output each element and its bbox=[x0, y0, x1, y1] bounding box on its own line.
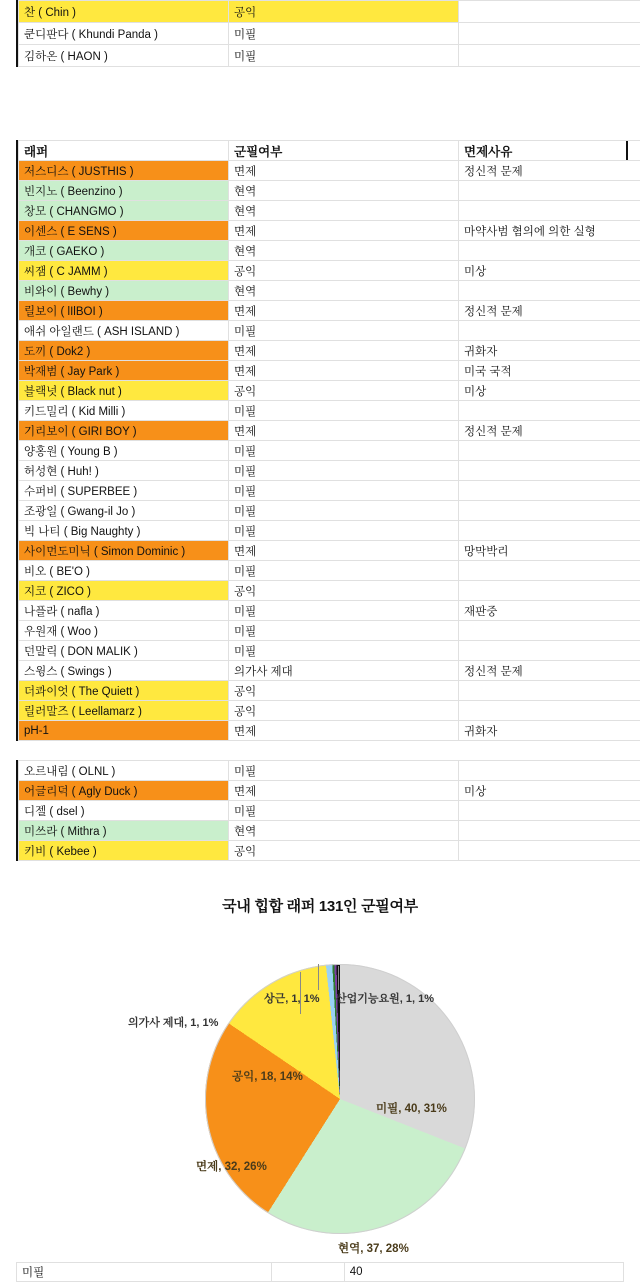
table-row bbox=[19, 421, 640, 441]
cell-rapper-name: 오르내림 ( OLNL ) bbox=[19, 761, 229, 781]
cell-rapper-name: 창모 ( CHANGMO ) bbox=[19, 201, 229, 221]
cell-rapper-name: 어글리덕 ( Agly Duck ) bbox=[19, 781, 229, 801]
cell-service-status: 현역 bbox=[229, 821, 459, 841]
cell-service-status: 공익 bbox=[229, 841, 459, 861]
cell-service-status: 공익 bbox=[229, 381, 459, 401]
cell-exemption-reason bbox=[459, 701, 640, 721]
cell-service-status: 미필 bbox=[229, 321, 459, 341]
table-header-row bbox=[19, 141, 640, 161]
cell-service-status: 미필 bbox=[229, 23, 459, 45]
cell-service-status: 면제 bbox=[229, 541, 459, 561]
cell-rapper-name: 더콰이엇 ( The Quiett ) bbox=[19, 681, 229, 701]
cell-exemption-reason bbox=[459, 281, 640, 301]
cell-exemption-reason: 정신적 문제 bbox=[459, 161, 640, 181]
cell-exemption-reason: 귀화자 bbox=[459, 721, 640, 741]
cell-service-status: 공익 bbox=[229, 1, 459, 23]
table-row bbox=[19, 321, 640, 341]
table-row bbox=[19, 521, 640, 541]
table-row bbox=[19, 541, 640, 561]
table-row bbox=[19, 401, 640, 421]
cell-rapper-name: 비오 ( BE'O ) bbox=[19, 561, 229, 581]
cell-service-status: 면제 bbox=[229, 421, 459, 441]
cell-service-status: 미필 bbox=[229, 641, 459, 661]
cell-rapper-name: 릴보이 ( lIlBOI ) bbox=[19, 301, 229, 321]
footer-table bbox=[16, 1262, 624, 1280]
cell-service-status: 공익 bbox=[229, 681, 459, 701]
cell-rapper-name: 키드밀리 ( Kid Milli ) bbox=[19, 401, 229, 421]
column-header-exemption-reason: 면제사유 bbox=[459, 141, 640, 161]
cell-service-status: 미필 bbox=[229, 521, 459, 541]
table-row bbox=[19, 261, 640, 281]
table-row bbox=[19, 161, 640, 181]
rapper-table-top bbox=[18, 0, 640, 67]
cell-exemption-reason bbox=[459, 201, 640, 221]
cell-service-status: 현역 bbox=[229, 281, 459, 301]
cell-rapper-name: pH-1 bbox=[19, 721, 229, 741]
table-row bbox=[19, 721, 640, 741]
table-row bbox=[19, 481, 640, 501]
cell-rapper-name: 애쉬 아일랜드 ( ASH ISLAND ) bbox=[19, 321, 229, 341]
table-row bbox=[19, 181, 640, 201]
table-row bbox=[19, 241, 640, 261]
cell-exemption-reason bbox=[459, 801, 640, 821]
pie-label-uigasa: 의가사 제대, 1, 1% bbox=[128, 1014, 218, 1030]
table-row bbox=[19, 301, 640, 321]
footer-value: 40 bbox=[344, 1263, 623, 1282]
cell-service-status: 공익 bbox=[229, 581, 459, 601]
cell-exemption-reason: 정신적 문제 bbox=[459, 661, 640, 681]
cell-service-status: 면제 bbox=[229, 781, 459, 801]
pie-chart-section bbox=[0, 895, 640, 1265]
cell-rapper-name: 빈지노 ( Beenzino ) bbox=[19, 181, 229, 201]
table-row bbox=[19, 801, 640, 821]
cell-rapper-name: 도끼 ( Dok2 ) bbox=[19, 341, 229, 361]
table-row bbox=[19, 561, 640, 581]
table-row bbox=[19, 441, 640, 461]
table-row bbox=[19, 23, 640, 45]
table-row bbox=[19, 641, 640, 661]
table-row bbox=[19, 661, 640, 681]
leader-line-industry bbox=[338, 966, 339, 990]
cell-exemption-reason: 망막박리 bbox=[459, 541, 640, 561]
pie-label-mipil: 미필, 40, 31% bbox=[376, 1100, 447, 1116]
cell-service-status: 미필 bbox=[229, 801, 459, 821]
cell-service-status: 미필 bbox=[229, 761, 459, 781]
cell-exemption-reason bbox=[459, 841, 640, 861]
cell-exemption-reason bbox=[459, 401, 640, 421]
table-row bbox=[19, 501, 640, 521]
cell-rapper-name: 키비 ( Kebee ) bbox=[19, 841, 229, 861]
cell-rapper-name: 찬 ( Chin ) bbox=[19, 1, 229, 23]
table-row bbox=[19, 781, 640, 801]
table-row bbox=[19, 761, 640, 781]
cell-rapper-name: 개코 ( GAEKO ) bbox=[19, 241, 229, 261]
table-row bbox=[19, 601, 640, 621]
table-row bbox=[19, 461, 640, 481]
cell-exemption-reason: 미국 국적 bbox=[459, 361, 640, 381]
cell-service-status: 미필 bbox=[229, 621, 459, 641]
cell-rapper-name: 빅 나티 ( Big Naughty ) bbox=[19, 521, 229, 541]
cell-rapper-name: 박재범 ( Jay Park ) bbox=[19, 361, 229, 381]
cell-exemption-reason bbox=[459, 45, 640, 67]
cell-rapper-name: 지코 ( ZICO ) bbox=[19, 581, 229, 601]
cell-service-status: 현역 bbox=[229, 201, 459, 221]
cell-rapper-name: 사이먼도미닉 ( Simon Dominic ) bbox=[19, 541, 229, 561]
cell-service-status: 미필 bbox=[229, 481, 459, 501]
rapper-table-main-block bbox=[16, 140, 628, 741]
cell-service-status: 면제 bbox=[229, 361, 459, 381]
cell-service-status: 미필 bbox=[229, 45, 459, 67]
cell-exemption-reason: 미상 bbox=[459, 381, 640, 401]
cell-rapper-name: 수퍼비 ( SUPERBEE ) bbox=[19, 481, 229, 501]
cell-exemption-reason bbox=[459, 821, 640, 841]
cell-service-status: 현역 bbox=[229, 241, 459, 261]
table-row bbox=[19, 621, 640, 641]
pie-label-gongik: 공익, 18, 14% bbox=[232, 1068, 303, 1084]
table-row bbox=[19, 821, 640, 841]
cell-rapper-name: 허성현 ( Huh! ) bbox=[19, 461, 229, 481]
cell-rapper-name: 미쓰라 ( Mithra ) bbox=[19, 821, 229, 841]
pie-chart-area bbox=[0, 922, 640, 1252]
cell-service-status: 의가사 제대 bbox=[229, 661, 459, 681]
footer-spacer bbox=[271, 1263, 344, 1282]
column-header-rapper: 래퍼 bbox=[19, 141, 229, 161]
table-row bbox=[19, 281, 640, 301]
cell-exemption-reason: 귀화자 bbox=[459, 341, 640, 361]
pie-label-myeonje: 면제, 32, 26% bbox=[196, 1158, 267, 1174]
cell-exemption-reason: 미상 bbox=[459, 781, 640, 801]
cell-exemption-reason bbox=[459, 461, 640, 481]
cell-rapper-name: 양홍원 ( Young B ) bbox=[19, 441, 229, 461]
cell-rapper-name: 비와이 ( Bewhy ) bbox=[19, 281, 229, 301]
pie-label-industry: 산업기능요원, 1, 1% bbox=[336, 990, 434, 1006]
column-header-service-status: 군필여부 bbox=[229, 141, 459, 161]
cell-rapper-name: 디젤 ( dsel ) bbox=[19, 801, 229, 821]
table-row bbox=[19, 341, 640, 361]
cell-service-status: 미필 bbox=[229, 461, 459, 481]
cell-service-status: 면제 bbox=[229, 221, 459, 241]
cell-service-status: 미필 bbox=[229, 441, 459, 461]
cell-rapper-name: 릴러말즈 ( Leellamarz ) bbox=[19, 701, 229, 721]
cell-service-status: 면제 bbox=[229, 161, 459, 181]
cell-service-status: 공익 bbox=[229, 701, 459, 721]
pie-label-hyeonyeok: 현역, 37, 28% bbox=[338, 1240, 409, 1256]
cell-rapper-name: 씨잼 ( C JAMM ) bbox=[19, 261, 229, 281]
cell-service-status: 면제 bbox=[229, 341, 459, 361]
table-row bbox=[19, 701, 640, 721]
cell-rapper-name: 블랙넛 ( Black nut ) bbox=[19, 381, 229, 401]
cell-exemption-reason bbox=[459, 181, 640, 201]
table-row bbox=[19, 221, 640, 241]
cell-service-status: 미필 bbox=[229, 501, 459, 521]
cell-exemption-reason bbox=[459, 441, 640, 461]
rapper-table-top-block bbox=[16, 0, 628, 67]
cell-service-status: 미필 bbox=[229, 401, 459, 421]
table-row bbox=[19, 45, 640, 67]
rapper-table-main bbox=[18, 140, 640, 741]
cell-exemption-reason: 재판중 bbox=[459, 601, 640, 621]
table-row bbox=[19, 201, 640, 221]
cell-exemption-reason: 마약사범 혐의에 의한 실형 bbox=[459, 221, 640, 241]
table-row bbox=[19, 581, 640, 601]
cell-exemption-reason bbox=[459, 241, 640, 261]
cell-rapper-name: 우원재 ( Woo ) bbox=[19, 621, 229, 641]
cell-service-status: 현역 bbox=[229, 181, 459, 201]
table-row bbox=[19, 381, 640, 401]
footer-label: 미필 bbox=[17, 1263, 272, 1282]
table-row bbox=[19, 681, 640, 701]
chart-title: 국내 힙합 래퍼 131인 군필여부 bbox=[0, 895, 640, 916]
cell-exemption-reason bbox=[459, 641, 640, 661]
pie-label-sanggeun: 상근, 1, 1% bbox=[264, 990, 320, 1006]
cell-rapper-name: 쿤디판다 ( Khundi Panda ) bbox=[19, 23, 229, 45]
rapper-table-bottom-block bbox=[16, 760, 628, 861]
cell-service-status: 공익 bbox=[229, 261, 459, 281]
cell-exemption-reason bbox=[459, 561, 640, 581]
cell-exemption-reason bbox=[459, 681, 640, 701]
cell-exemption-reason: 미상 bbox=[459, 261, 640, 281]
cell-exemption-reason bbox=[459, 581, 640, 601]
cell-exemption-reason bbox=[459, 621, 640, 641]
footer-row bbox=[17, 1263, 624, 1282]
cell-exemption-reason bbox=[459, 481, 640, 501]
cell-rapper-name: 이센스 ( E SENS ) bbox=[19, 221, 229, 241]
cell-rapper-name: 기리보이 ( GIRI BOY ) bbox=[19, 421, 229, 441]
cell-exemption-reason bbox=[459, 23, 640, 45]
rapper-table-bottom bbox=[18, 760, 640, 861]
cell-exemption-reason: 정신적 문제 bbox=[459, 421, 640, 441]
cell-exemption-reason: 정신적 문제 bbox=[459, 301, 640, 321]
cell-rapper-name: 저스디스 ( JUSTHIS ) bbox=[19, 161, 229, 181]
cell-rapper-name: 김하온 ( HAON ) bbox=[19, 45, 229, 67]
table-row bbox=[19, 1, 640, 23]
cell-exemption-reason bbox=[459, 761, 640, 781]
cell-rapper-name: 던말릭 ( DON MALIK ) bbox=[19, 641, 229, 661]
cell-exemption-reason bbox=[459, 321, 640, 341]
table-row bbox=[19, 361, 640, 381]
cell-rapper-name: 조광일 ( Gwang-il Jo ) bbox=[19, 501, 229, 521]
cell-exemption-reason bbox=[459, 521, 640, 541]
cell-exemption-reason bbox=[459, 501, 640, 521]
cell-service-status: 면제 bbox=[229, 301, 459, 321]
cell-exemption-reason bbox=[459, 1, 640, 23]
cell-service-status: 면제 bbox=[229, 721, 459, 741]
cell-service-status: 미필 bbox=[229, 561, 459, 581]
cell-rapper-name: 스윙스 ( Swings ) bbox=[19, 661, 229, 681]
cell-service-status: 미필 bbox=[229, 601, 459, 621]
leader-line-sanggeun bbox=[318, 964, 319, 990]
table-row bbox=[19, 841, 640, 861]
cell-rapper-name: 나플라 ( nafla ) bbox=[19, 601, 229, 621]
